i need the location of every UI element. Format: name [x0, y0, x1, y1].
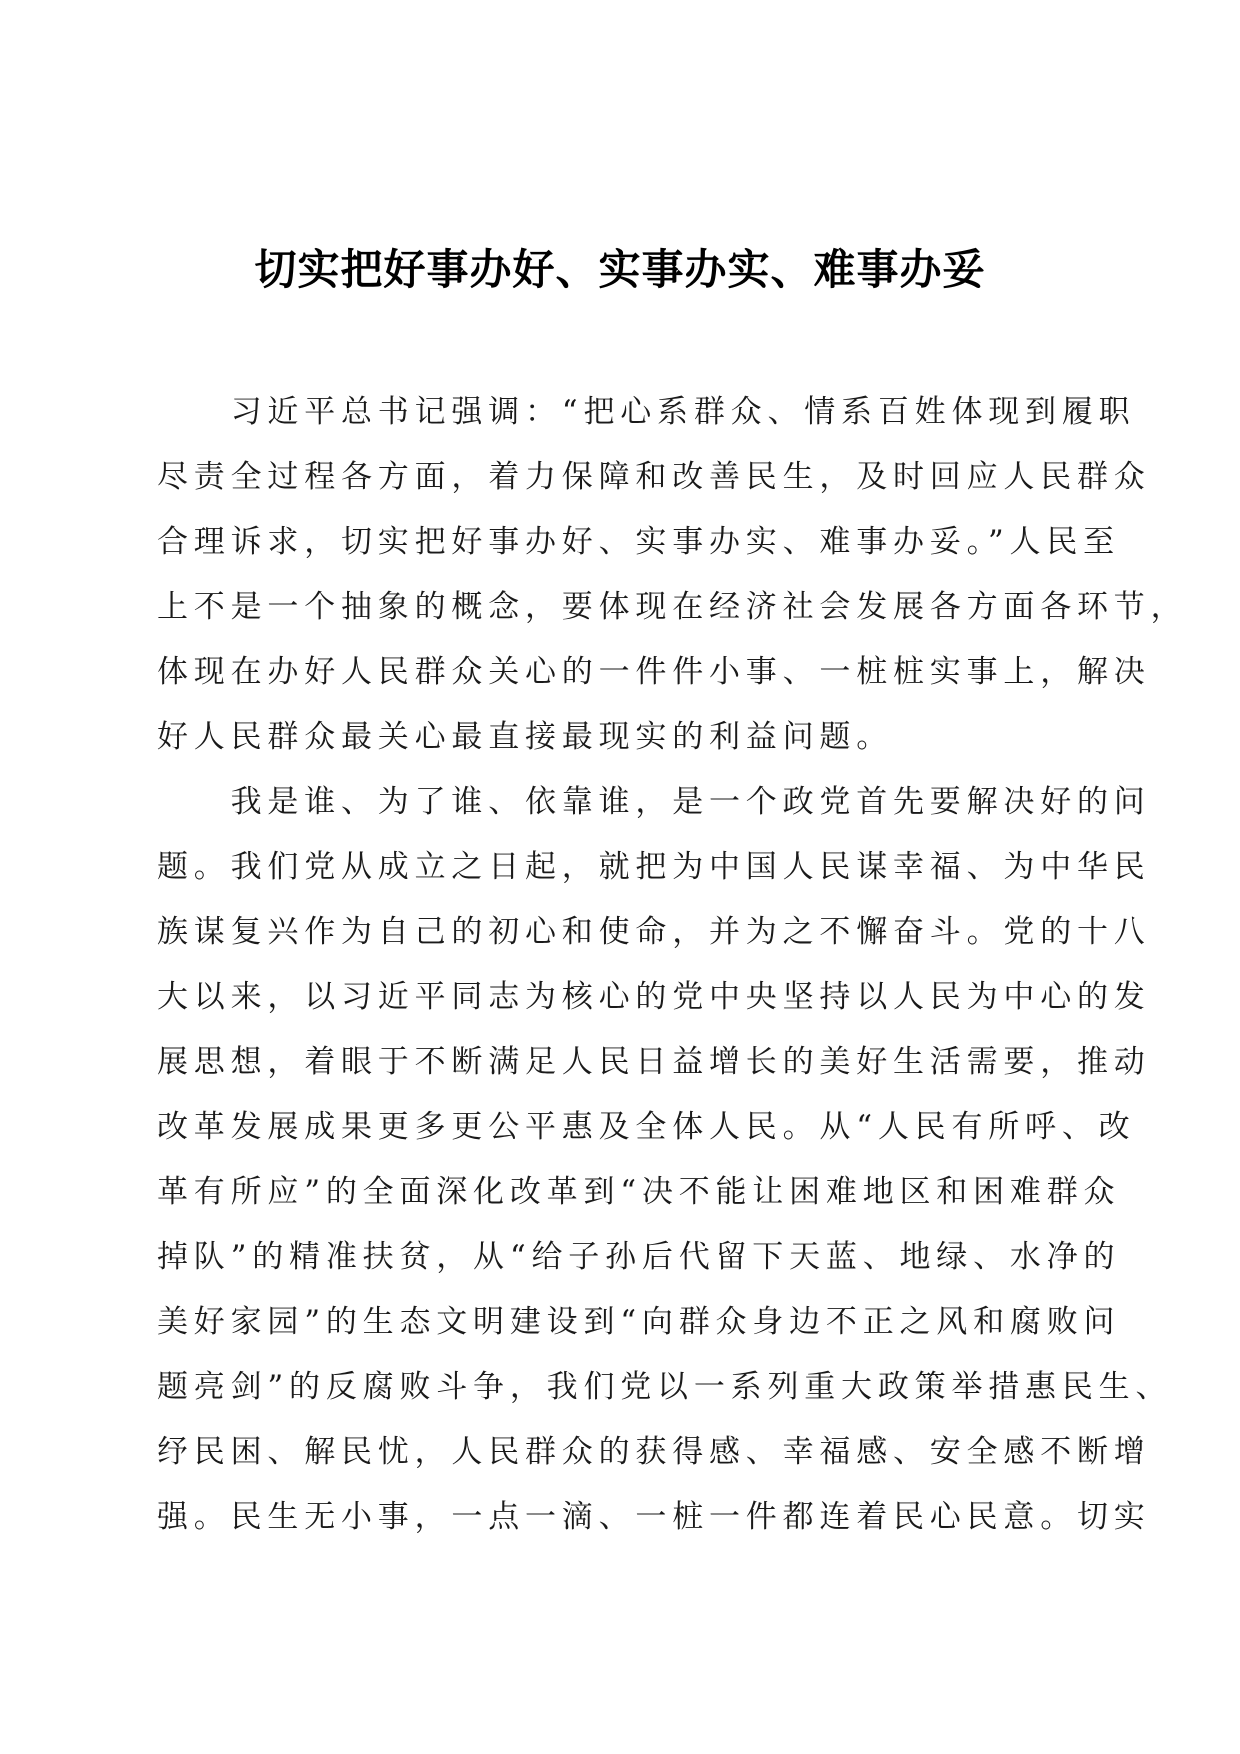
body-line: 纾民困、解民忧，人民群众的获得感、幸福感、安全感不断增 [157, 1434, 1151, 1470]
document-title: 切实把好事办好、实事办实、难事办妥 [254, 245, 986, 294]
body-line: 我是谁、为了谁、依靠谁，是一个政党首先要解决好的问 [157, 784, 1151, 820]
body-line: 尽责全过程各方面，着力保障和改善民生，及时回应人民群众 [157, 459, 1151, 495]
body-line: 题亮剑”的反腐败斗争，我们党以一系列重大政策举措惠民生、 [157, 1369, 1173, 1405]
body-line: 强。民生无小事，一点一滴、一桩一件都连着民心民意。切实 [157, 1499, 1151, 1535]
document-body [157, 380, 1188, 1550]
body-line: 好人民群众最关心最直接最现实的利益问题。 [157, 719, 893, 755]
body-line: 展思想，着眼于不断满足人民日益增长的美好生活需要，推动 [157, 1044, 1151, 1080]
body-line: 题。我们党从成立之日起，就把为中国人民谋幸福、为中华民 [157, 849, 1151, 885]
body-line: 掉队”的精准扶贫，从“给子孙后代留下天蓝、地绿、水净的 [157, 1239, 1121, 1275]
body-line: 体现在办好人民群众关心的一件件小事、一桩桩实事上，解决 [157, 654, 1151, 690]
body-line: 革有所应”的全面深化改革到“决不能让困难地区和困难群众 [157, 1174, 1121, 1210]
body-line: 改革发展成果更多更公平惠及全体人民。从“人民有所呼、改 [157, 1109, 1136, 1145]
body-line: 上不是一个抽象的概念，要体现在经济社会发展各方面各环节， [157, 589, 1188, 625]
body-line: 大以来，以习近平同志为核心的党中央坚持以人民为中心的发 [157, 979, 1151, 1015]
body-line: 族谋复兴作为自己的初心和使命，并为之不懈奋斗。党的十八 [157, 914, 1151, 950]
body-line: 合理诉求，切实把好事办好、实事办实、难事办妥。”人民至 [157, 524, 1120, 560]
body-line: 习近平总书记强调：“把心系群众、情系百姓体现到履职 [157, 394, 1136, 430]
body-line: 美好家园”的生态文明建设到“向群众身边不正之风和腐败问 [157, 1304, 1121, 1340]
